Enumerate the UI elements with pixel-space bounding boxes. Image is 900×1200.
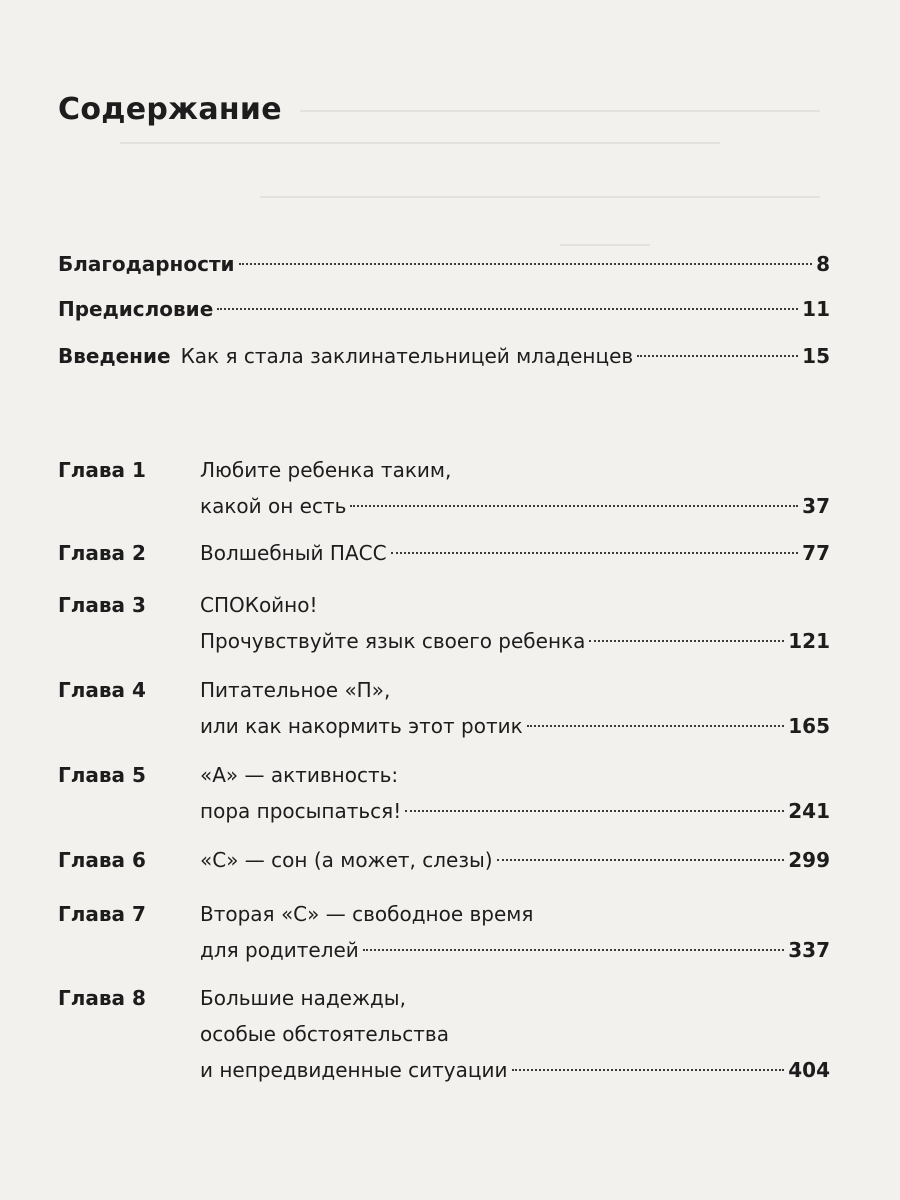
toc-entry-chapter-1[interactable]	[58, 452, 830, 524]
bleed-through-mark	[260, 196, 820, 198]
leader-dots	[512, 1069, 785, 1071]
bleed-through-mark	[300, 110, 820, 112]
leader-dots	[527, 725, 785, 727]
chapter-title-line: Большие надежды,	[200, 986, 406, 1010]
chapter-title-line: и непредвиденные ситуации	[200, 1058, 508, 1082]
leader-dots	[637, 355, 798, 357]
chapter-label: Глава 4	[58, 678, 146, 702]
chapter-title-line: «С» — сон (а может, слезы)	[200, 848, 493, 872]
toc-entry-chapter-6[interactable]	[58, 842, 830, 878]
chapter-title-line: СПОКойно!	[200, 593, 318, 617]
page-number: 37	[802, 494, 830, 518]
toc-entry-acknowledgements[interactable]	[58, 246, 830, 282]
leader-dots	[391, 552, 799, 554]
toc-entry-chapter-4[interactable]	[58, 672, 830, 744]
leader-dots	[405, 810, 784, 812]
page-number: 15	[802, 344, 830, 368]
toc-entry-preface[interactable]	[58, 291, 830, 327]
chapter-label: Глава 1	[58, 458, 146, 482]
leader-dots	[497, 859, 785, 861]
page-number: 11	[802, 297, 830, 321]
page-number: 77	[802, 541, 830, 565]
leader-dots	[589, 640, 784, 642]
page-number: 121	[788, 629, 830, 653]
toc-entry-chapter-3[interactable]	[58, 587, 830, 659]
page-number: 241	[788, 799, 830, 823]
toc-entry-chapter-7[interactable]	[58, 896, 830, 968]
page-number: 337	[788, 938, 830, 962]
chapter-label: Глава 2	[58, 541, 146, 565]
chapter-title-line: какой он есть	[200, 494, 347, 518]
chapter-title-line: для родителей	[200, 938, 359, 962]
page-title: Содержание	[58, 92, 282, 127]
page-number: 299	[788, 848, 830, 872]
chapter-label: Глава 3	[58, 593, 146, 617]
chapter-title-line: «А» — активность:	[200, 763, 399, 787]
page-number: 8	[816, 252, 830, 276]
toc-entry-chapter-8[interactable]	[58, 980, 830, 1088]
chapter-title-line: особые обстоятельства	[200, 1022, 449, 1046]
chapter-title-line: Волшебный ПАСС	[200, 541, 387, 565]
toc-entry-chapter-2[interactable]	[58, 535, 830, 571]
toc-entry-introduction[interactable]	[58, 338, 830, 374]
entry-title: Как я стала заклинательницей младенцев	[180, 344, 634, 368]
chapter-title-line: Вторая «С» — свободное время	[200, 902, 534, 926]
leader-dots	[350, 505, 798, 507]
leader-dots	[239, 263, 813, 265]
chapter-label: Глава 8	[58, 986, 146, 1010]
chapter-label: Глава 5	[58, 763, 146, 787]
chapter-label: Глава 6	[58, 848, 146, 872]
entry-label: Предисловие	[58, 297, 214, 321]
leader-dots	[363, 949, 784, 951]
entry-label: Благодарности	[58, 252, 235, 276]
leader-dots	[217, 308, 798, 310]
page-number: 165	[788, 714, 830, 738]
chapter-title-line: Любите ребенка таким,	[200, 458, 452, 482]
chapter-title-line: или как накормить этот ротик	[200, 714, 523, 738]
toc-entry-chapter-5[interactable]	[58, 757, 830, 829]
chapter-label: Глава 7	[58, 902, 146, 926]
chapter-title-line: пора просыпаться!	[200, 799, 402, 823]
chapter-title-line: Питательное «П»,	[200, 678, 391, 702]
entry-label: Введение	[58, 344, 171, 368]
bleed-through-mark	[120, 142, 720, 144]
chapter-title-line: Прочувствуйте язык своего ребенка	[200, 629, 586, 653]
page-number: 404	[788, 1058, 830, 1082]
